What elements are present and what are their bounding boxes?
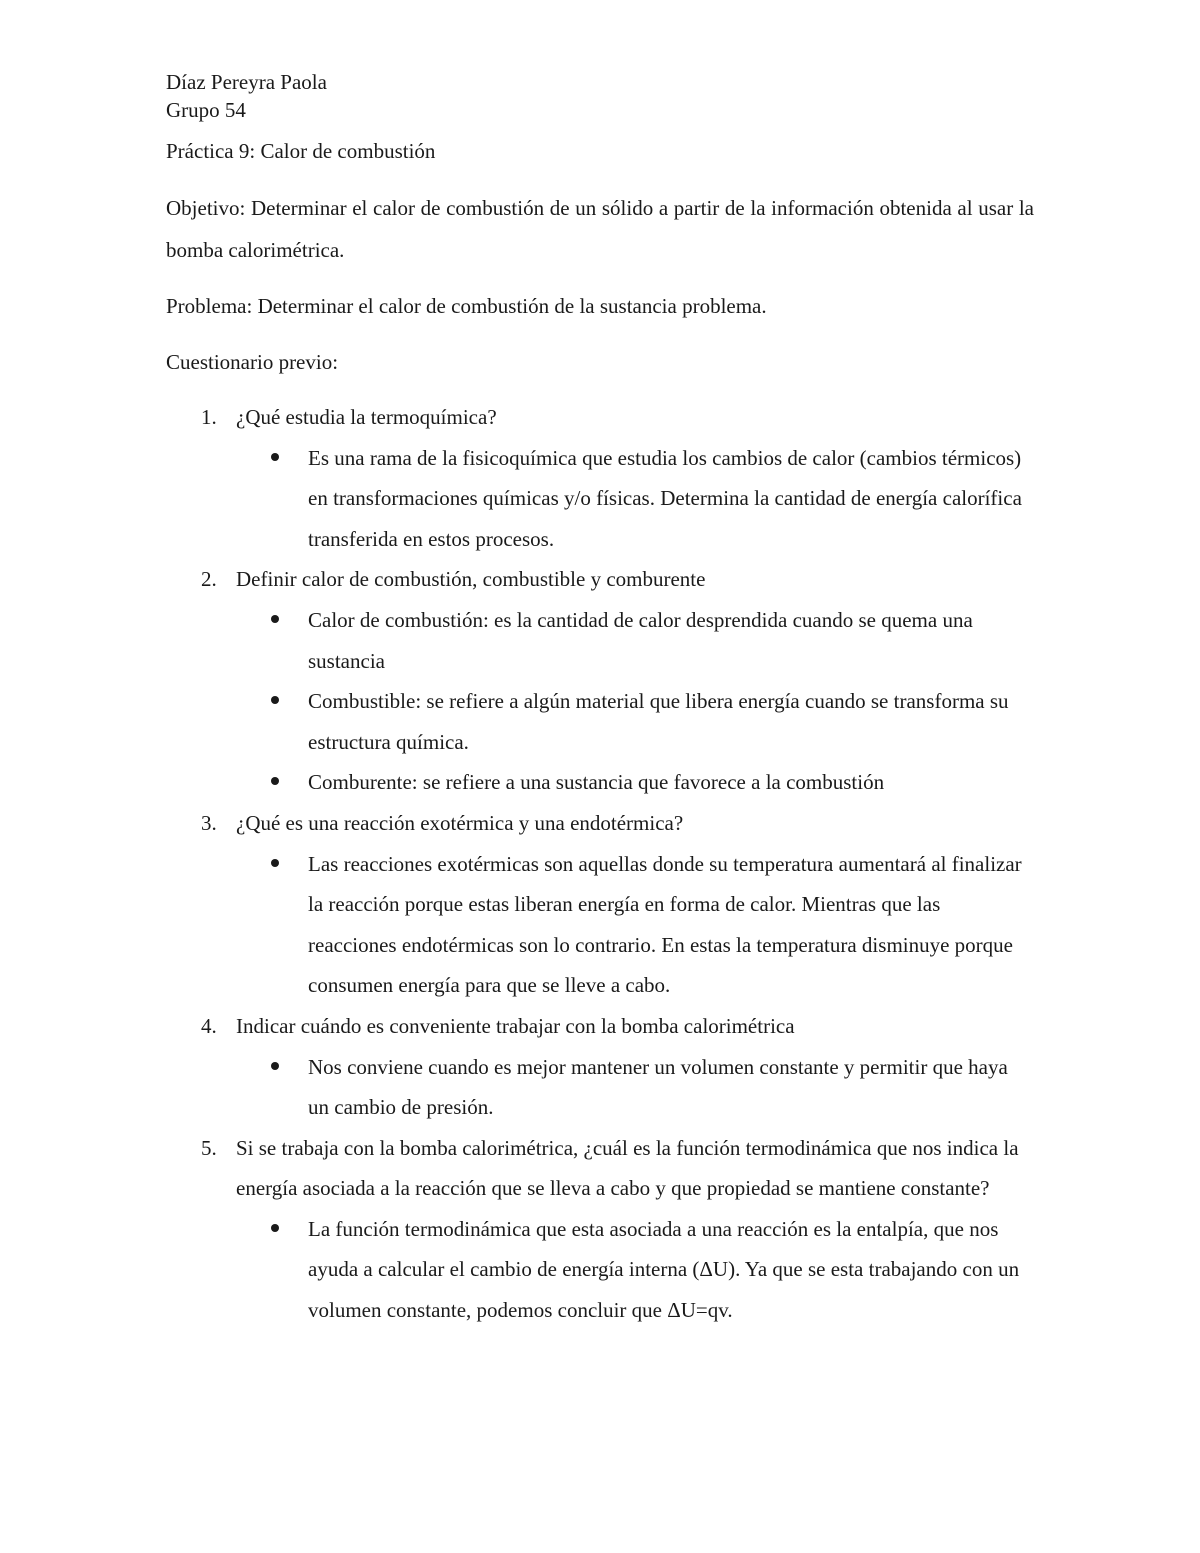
question-text: Si se trabaja con la bomba calorimétrica, ¿cuál es la función termodinámica que nos indica la energía asociada a la reacción que se lleva a cabo y que propiedad se mantiene constante? <box>236 1135 1019 1201</box>
answer-item <box>236 1047 1034 1128</box>
answer-text: Combustible: se refiere a algún material que libera energía cuando se transforma su estructura química. <box>308 689 1009 754</box>
bullet-icon <box>271 1062 279 1070</box>
answer-list <box>236 844 1034 1006</box>
objective-paragraph: Objetivo: Determinar el calor de combustión de un sólido a partir de la información obtenida al usar la bomba calorimétrica. <box>166 196 1034 262</box>
bullet-icon <box>271 453 279 461</box>
answer-item <box>236 844 1034 1006</box>
question-text: Definir calor de combustión, combustible y comburente <box>236 567 706 592</box>
answer-text: Nos conviene cuando es mejor mantener un volumen constante y permitir que haya un cambio de presión. <box>308 1054 1008 1120</box>
question-item <box>166 397 1034 559</box>
question-item <box>166 1006 1034 1128</box>
bullet-icon <box>271 777 279 785</box>
answer-list <box>236 1047 1034 1128</box>
answer-text: Comburente: se refiere a una sustancia que favorece a la combustión <box>308 770 885 795</box>
answer-item <box>236 600 1034 681</box>
question-text: ¿Qué es una reacción exotérmica y una endotérmica? <box>236 810 684 835</box>
question-list <box>166 397 1034 1331</box>
question-item <box>166 1128 1034 1331</box>
question-item <box>166 803 1034 1006</box>
answer-list <box>236 438 1034 560</box>
question-text: ¿Qué estudia la termoquímica? <box>236 405 497 429</box>
author-name: Díaz Pereyra Paola <box>166 70 327 94</box>
answer-item <box>236 681 1034 762</box>
question-number: 1. <box>201 405 217 429</box>
question-number: 4. <box>201 1013 217 1038</box>
question-number: 3. <box>201 810 217 835</box>
question-text: Indicar cuándo es conveniente trabajar con la bomba calorimétrica <box>236 1013 795 1038</box>
answer-list <box>236 1209 1034 1331</box>
questionnaire-title: Cuestionario previo: <box>166 350 339 374</box>
question-number: 5. <box>201 1135 217 1160</box>
answer-item <box>236 438 1034 560</box>
bullet-icon <box>271 1224 279 1232</box>
bullet-icon <box>271 696 279 704</box>
group-label: Grupo 54 <box>166 98 246 122</box>
answer-text: La función termodinámica que esta asociada a una reacción es la entalpía, que nos ayuda a calcular el cambio de energía interna (ΔU). Ya que se esta trabajando con un volumen constante, podemos concluir que ΔU=qv. <box>308 1216 1020 1323</box>
bullet-icon <box>271 615 279 623</box>
question-item <box>166 559 1034 803</box>
answer-list <box>236 600 1034 803</box>
question-number: 2. <box>201 567 217 592</box>
answer-text: Es una rama de la fisicoquímica que estudia los cambios de calor (cambios térmicos) en transformaciones químicas y/o físicas. Determina la cantidad de energía calorífica transferida en estos procesos. <box>308 445 1022 551</box>
problem-paragraph: Problema: Determinar el calor de combustión de la sustancia problema. <box>166 294 767 318</box>
practice-title: Práctica 9: Calor de combustión <box>166 139 436 163</box>
answer-item <box>236 1209 1034 1331</box>
answer-item <box>236 762 1034 803</box>
answer-text: Las reacciones exotérmicas son aquellas donde su temperatura aumentará al finalizar la reacción porque estas liberan energía en forma de calor. Mientras que las reacciones endotérmicas son lo contrario. En estas la temperatura disminuye porque consumen energía para que se lleve a cabo. <box>308 851 1022 998</box>
document-page <box>166 68 1034 1331</box>
answer-text: Calor de combustión: es la cantidad de calor desprendida cuando se quema una sustancia <box>308 607 973 673</box>
bullet-icon <box>271 859 279 867</box>
